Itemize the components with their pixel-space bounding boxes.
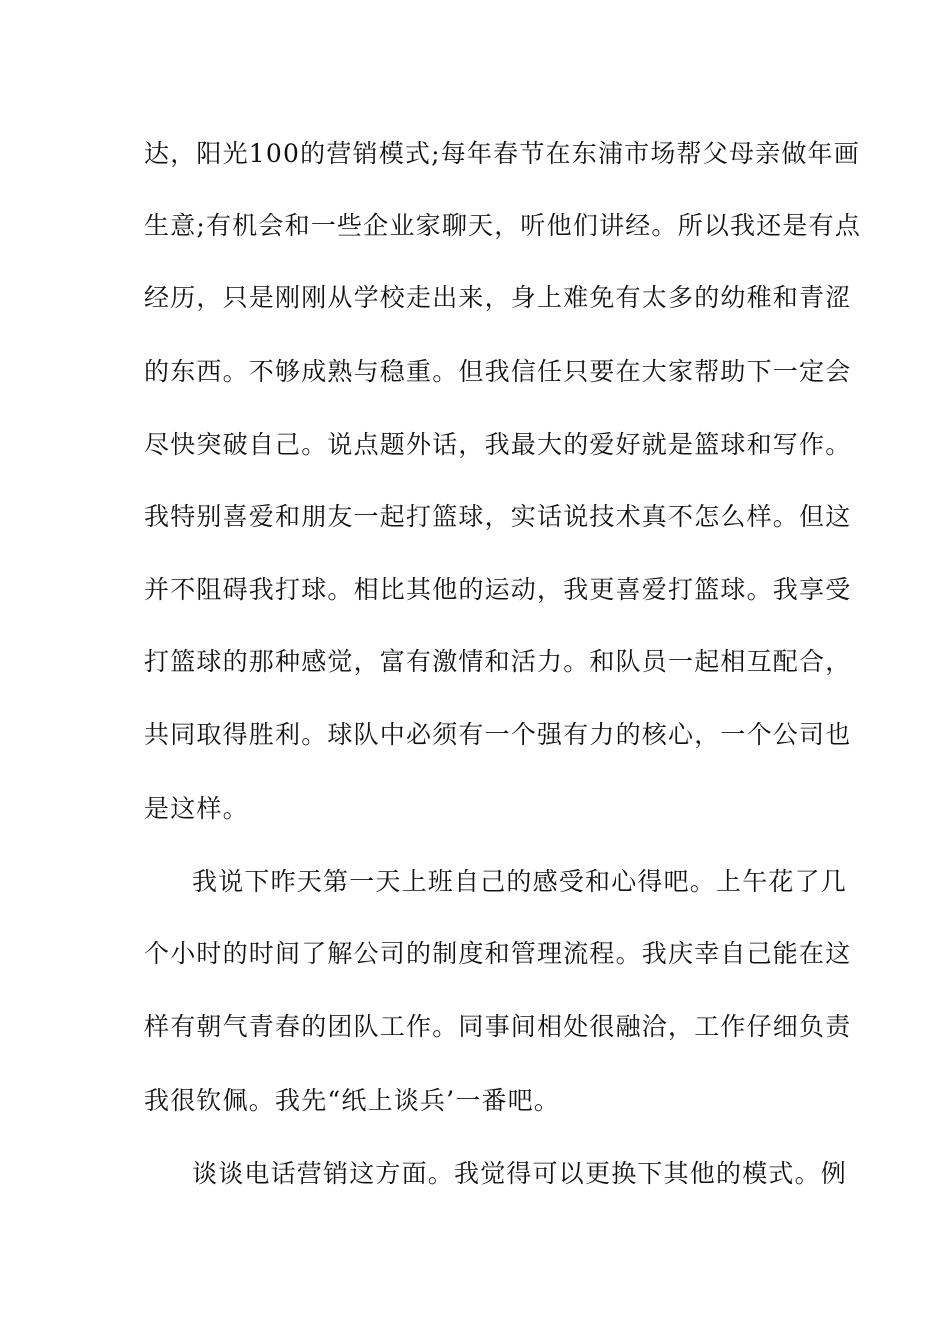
text-line: 经历，只是刚刚从学校走出来，身上难免有太多的幼稚和青涩 [144, 283, 852, 312]
text-line: 达，阳光100的营销模式;每年春节在东浦市场帮父母亲做年画 [144, 139, 860, 168]
text-line: 并不阻碍我打球。相比其他的运动，我更喜爱打篮球。我享受 [144, 575, 852, 604]
text-line: 我很钦佩。我先“纸上谈兵’一番吧。 [144, 1086, 561, 1115]
text-line: 生意;有机会和一些企业家聊天，听他们讲经。所以我还是有点 [144, 211, 862, 240]
text-line: 个小时的时间了解公司的制度和管理流程。我庆幸自己能在这 [144, 939, 852, 968]
text-line: 样有朝气青春的团队工作。同事间相处很融洽，工作仔细负责 [144, 1012, 852, 1041]
text-line: 的东西。不够成熟与稳重。但我信任只要在大家帮助下一定会 [144, 357, 852, 386]
paragraph-first-line: 我说下昨天第一天上班自己的感受和心得吧。上午花了几 [192, 867, 848, 896]
paragraph-first-line: 谈谈电话营销这方面。我觉得可以更换下其他的模式。例 [192, 1159, 848, 1188]
text-line: 打篮球的那种感觉，富有激情和活力。和队员一起相互配合， [144, 647, 852, 676]
text-line: 尽快突破自己。说点题外话，我最大的爱好就是篮球和写作。 [144, 430, 852, 459]
text-line: 共同取得胜利。球队中必须有一个强有力的核心，一个公司也 [144, 720, 852, 749]
text-line: 我特别喜爱和朋友一起打篮球，实话说技术真不怎么样。但这 [144, 502, 852, 531]
text-line: 是这样。 [144, 794, 249, 823]
